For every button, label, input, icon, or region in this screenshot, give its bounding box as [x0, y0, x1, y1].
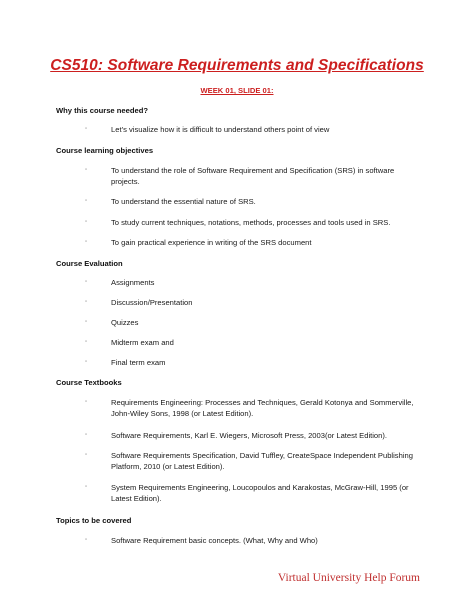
bullet-icon: ▫: [85, 167, 88, 173]
list-item: ▫ Assignments: [85, 278, 155, 287]
bullet-icon: ▫: [85, 279, 88, 285]
bullet-icon: ▫: [85, 198, 88, 204]
bullet-icon: ▫: [85, 537, 88, 543]
list-item: ▫ Software Requirements Specification, David Tuffley, CreateSpace Independent Publishing Platform, 2010 (or Latest Edition).: [85, 451, 413, 472]
list-item: ▫ Software Requirements, Karl E. Wiegers, Microsoft Press, 2003(or Latest Edition).: [85, 431, 388, 440]
bullet-icon: ▫: [85, 484, 88, 490]
list-item: ▫ To study current techniques, notations, methods, processes and tools used in SRS.: [85, 218, 391, 227]
list-item: ▫ Let’s visualize how it is difficult to understand others point of view: [85, 125, 330, 134]
list-item: ▫ To gain practical experience in writing of the SRS document: [85, 238, 312, 247]
list-item: ▫ Discussion/Presentation: [85, 298, 193, 307]
document-title: CS510: Software Requirements and Specifications: [50, 57, 424, 74]
list-item: ▫ Requirements Engineering: Processes and Techniques, Gerald Kotonya and Sommerville, John-Wiley Sons, 1998 (or Latest Edition).: [85, 398, 414, 419]
bullet-icon: ▫: [85, 359, 88, 365]
section-heading: Course Evaluation: [56, 259, 123, 268]
list-item: ▫ To understand the role of Software Requirement and Specification (SRS) in software projects.: [85, 166, 395, 187]
list-item: ▫ System Requirements Engineering, Loucopoulos and Karakostas, McGraw-Hill, 1995 (or Latest Edition).: [85, 483, 409, 504]
bullet-icon: ▫: [85, 452, 88, 458]
bullet-icon: ▫: [85, 432, 88, 438]
bullet-icon: ▫: [85, 126, 88, 132]
bullet-icon: ▫: [85, 239, 88, 245]
bullet-icon: ▫: [85, 319, 88, 325]
section-heading: Course learning objectives: [56, 146, 154, 155]
bullet-icon: ▫: [85, 399, 88, 405]
bullet-icon: ▫: [85, 219, 88, 225]
list-item: ▫ Midterm exam and: [85, 338, 174, 347]
section-heading: Course Textbooks: [56, 378, 122, 387]
list-item: ▫ Quizzes: [85, 318, 139, 327]
bullet-icon: ▫: [85, 299, 88, 305]
list-item: ▫ Final term exam: [85, 358, 166, 367]
section-heading: Topics to be covered: [56, 516, 132, 525]
list-item: ▫ Software Requirement basic concepts. (What, Why and Who): [85, 536, 318, 545]
section-heading: Why this course needed?: [56, 106, 148, 115]
footer-watermark: Virtual University Help Forum: [277, 572, 420, 584]
document-subtitle: WEEK 01, SLIDE 01:: [200, 86, 274, 95]
list-item: ▫ To understand the essential nature of SRS.: [85, 197, 256, 206]
bullet-icon: ▫: [85, 339, 88, 345]
